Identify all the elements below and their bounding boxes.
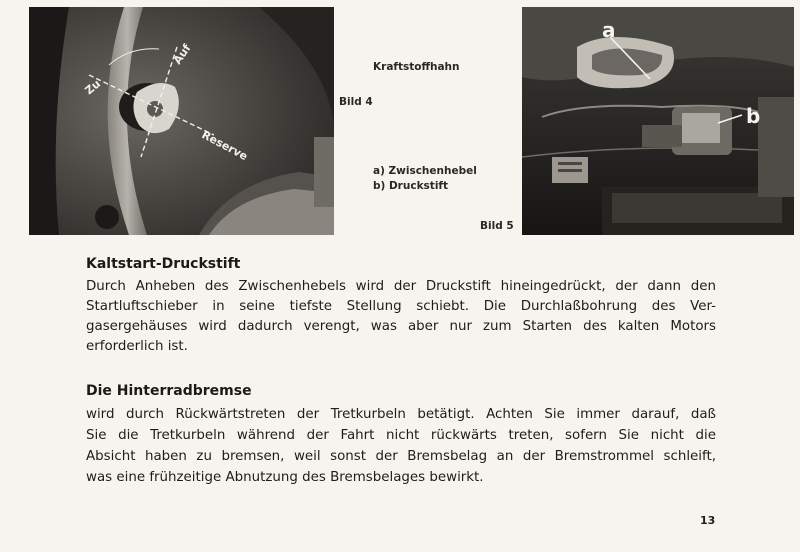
carburettor-photo (522, 7, 794, 235)
paragraph-line: Sie die Tretkurbeln während der Fahrt nicht rückwärts treten, sofern Sie nicht die (86, 428, 716, 443)
label-reserve: Reserve (199, 128, 250, 164)
legend-item-b: b) Druckstift (373, 180, 449, 192)
paragraph-line: Startluftschieber in seine tiefste Stellung schiebt. Die Durchlaßbohrung des Ver- (86, 299, 716, 314)
legend-item-a: a) Zwischenhebel (373, 165, 477, 177)
label-auf: Auf (170, 41, 194, 67)
marker-b: b (746, 104, 761, 128)
page-number: 13 (700, 514, 716, 527)
paragraph-line: gasergehäuses wird dadurch verengt, was aber nur zum Starten des kalten Motors (86, 319, 716, 334)
figure-title: Kraftstoffhahn (373, 61, 460, 73)
marker-a: a (602, 18, 616, 42)
fuel-tap-photo (29, 7, 334, 235)
section-heading-hinterradbremse: Die Hinterradbremse (86, 383, 252, 399)
paragraph-line: was eine frühzeitige Abnutzung des Bremsbelages bewirkt. (86, 470, 484, 485)
paragraph-line: Durch Anheben des Zwischenhebels wird der Druckstift hineingedrückt, der dann den (86, 279, 716, 294)
label-zu: Zu (82, 77, 104, 98)
paragraph-line: Absicht haben zu bremsen, weil sonst der Bremsbelag an der Bremstrommel schleift, (86, 449, 716, 464)
carburettor-illustration (522, 7, 794, 235)
paragraph-line: wird durch Rückwärtstreten der Tretkurbeln betätigt. Achten Sie immer darauf, daß (86, 407, 716, 422)
fuel-tap-illustration (29, 7, 334, 235)
paragraph-line: erforderlich ist. (86, 339, 188, 354)
caption-bild-4: Bild 4 (339, 96, 373, 108)
caption-bild-5: Bild 5 (480, 220, 514, 232)
section-heading-kaltstart: Kaltstart-Druckstift (86, 256, 241, 272)
